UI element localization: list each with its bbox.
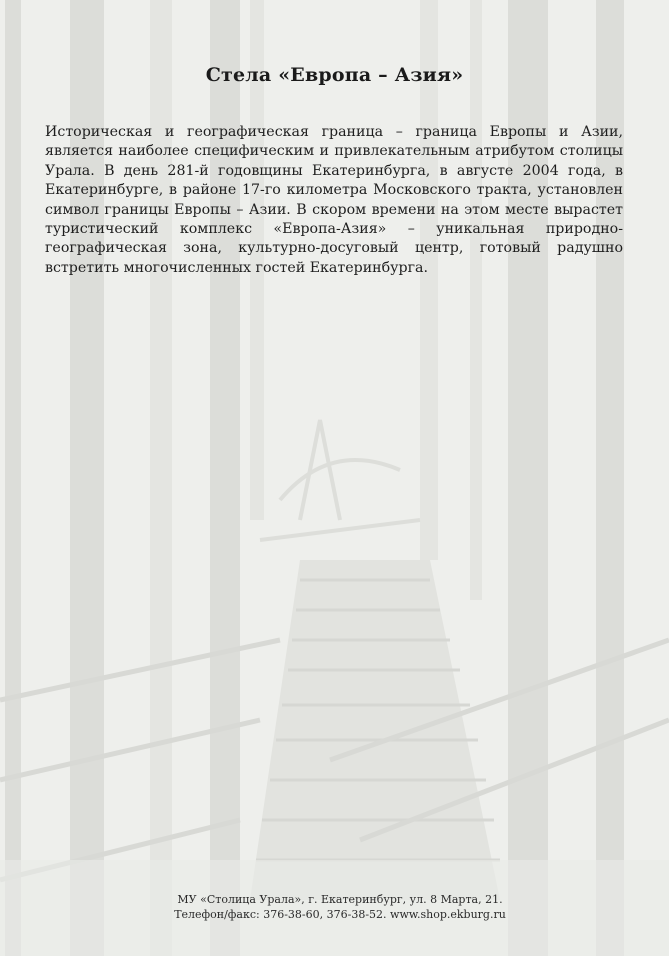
footer-contacts: Телефон/факс: 376-38-60, 376-38-52. www.shop.ekburg.ru: [174, 908, 506, 921]
page-title: Стела «Европа – Азия»: [205, 64, 464, 86]
footer-address: МУ «Столица Урала», г. Екатеринбург, ул. 8 Марта, 21.: [177, 893, 503, 906]
body-paragraph: Историческая и географическая граница – граница Европы и Азии, является наиболее специфическим и привлекательным атрибутом столицы Урала. В день 281-й годовщины Екатеринбурга, в августе 2004 года, в Екатеринбурге, в районе 17-го километра Московского тракта, установлен символ границы Европы – Азии. В скором времени на этом месте вырастет туристический комплекс «Европа-Азия» – уникальная природно-географическая зона, культурно-досуговый центр, готовый радушно встретить многочисленных гостей Екатеринбурга.: [45, 124, 623, 276]
body-paragraph-block: [45, 123, 623, 278]
